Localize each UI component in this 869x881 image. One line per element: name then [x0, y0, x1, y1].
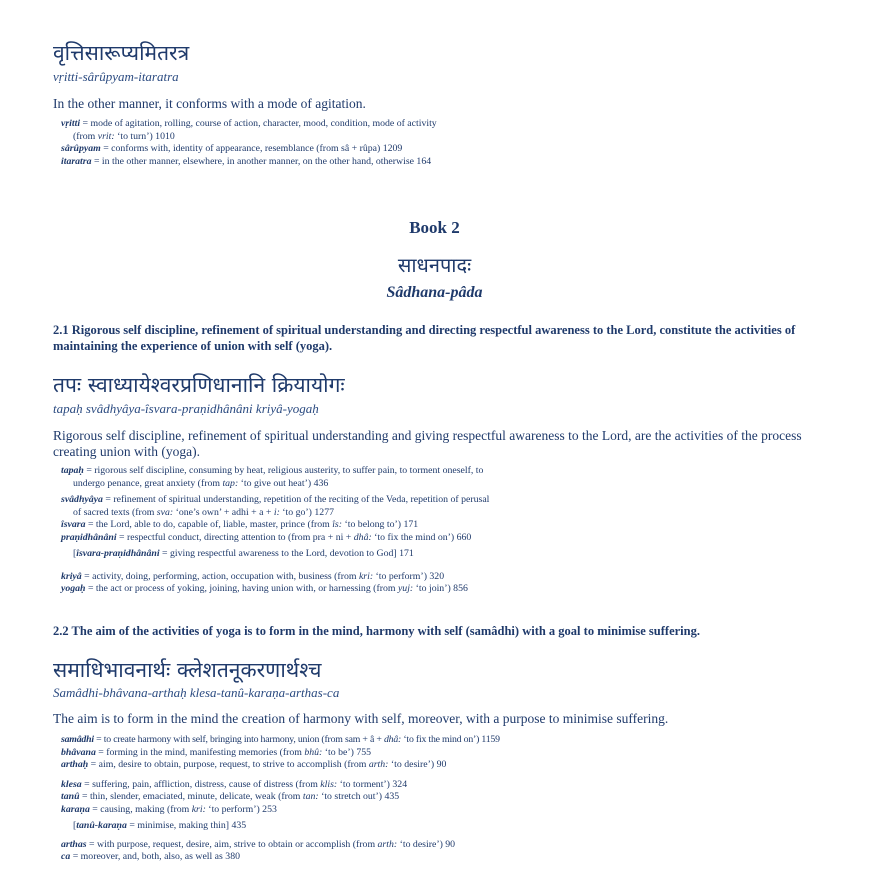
definition-line: kriyâ = activity, doing, performing, action, occupation with, business (from kri: ‘to perform’) 320 [61, 570, 445, 582]
definition-line: arthas = with purpose, request, desire, aim, strive to obtain or accomplish (from arth: ‘to desire’) 90 [61, 838, 456, 850]
definition-line: ca = moreover, and, both, also, as well as 380 [61, 851, 240, 862]
definitions [61, 465, 821, 596]
sanskrit-verse: समाधिभावनार्थः क्लेशतनूकरणार्थश्च [53, 658, 322, 682]
definition-line: îsvara = the Lord, able to do, capable of, liable, master, prince (from îs: ‘to belong to’) 171 [61, 519, 419, 530]
definition-line: svâdhyâya = refinement of spiritual understanding, repetition of the reciting of the Veda, repetition of perusal [61, 494, 490, 505]
translation: The aim is to form in the mind the creation of harmony with self, moreover, with a purpose to minimise suffering. [53, 711, 669, 726]
definition-line: itaratra = in the other manner, elsewhere, in another manner, on the other hand, otherwise 164 [61, 155, 432, 167]
transliteration: tapaḥ svâdhyâya-îsvara-praṇidhânâni kriyâ-yogaḥ [53, 401, 319, 416]
definition-line: arthaḥ = aim, desire to obtain, purpose, request, to strive to accomplish (from arth: ‘to desire’) 90 [61, 759, 447, 770]
definitions [61, 734, 821, 864]
definition-line: bhâvana = forming in the mind, manifesting memories (from bhû: ‘to be’) 755 [61, 746, 372, 758]
definition-line: sârûpyam = conforms with, identity of appearance, resemblance (from sâ + rûpa) 1209 [61, 143, 403, 154]
book-title: Book 2 [409, 218, 460, 237]
definition-line: of sacred texts (from sva: ‘one’s own’ + adhi + a + i: ‘to go’) 1277 [73, 506, 334, 518]
book-subtitle: Sâdhana-pâda [386, 284, 483, 301]
definition-line: karaṇa = causing, making (from kri: ‘to perform’) 253 [61, 803, 277, 815]
definition-line: klesa = suffering, pain, affliction, distress, cause of distress (from klis: ‘to torment’) 324 [61, 778, 408, 790]
definition-line: yogaḥ = the act or process of yoking, joining, having union with, or harnessing (from yuj: ‘to join’) 856 [61, 583, 468, 594]
definition-line: tapaḥ = rigorous self discipline, consuming by heat, religious austerity, to suffer pain, to torment oneself, to [61, 465, 484, 476]
translation: Rigorous self discipline, refinement of spiritual understanding and giving respectful awareness to the Lord, are the activities of the process creating union with (yoga). [53, 428, 802, 459]
transliteration: Samâdhi-bhâvana-arthaḥ klesa-tanû-karaṇa-arthas-ca [53, 685, 340, 700]
definition-line: tanû = thin, slender, emaciated, minute, delicate, weak (from tan: ‘to stretch out’) 435 [61, 791, 400, 802]
definition-line: [îsvara-praṇidhânâni = giving respectful awareness to the Lord, devotion to God] 171 [73, 548, 414, 559]
book-sanskrit-title: साधनपादः [397, 253, 472, 277]
sanskrit-verse: वृत्तिसारूप्यमितरत्र [53, 41, 190, 65]
definitions [61, 118, 821, 168]
definition-line: praṇidhânâni = respectful conduct, directing attention to (from pra + ni + dhâ: ‘to fix the mind on’) 660 [61, 531, 472, 543]
sutra-heading: 2.1 Rigorous self discipline, refinement of spiritual understanding and directing respectful awareness to the Lord, constitute the activities of maintaining the experience of union with self (yoga). [53, 323, 796, 353]
definition-line: [tanû-karaṇa = minimise, making thin] 435 [73, 820, 247, 831]
definition-line: undergo penance, great anxiety (from tap: ‘to give out heat’) 436 [73, 477, 329, 489]
transliteration: vṛitti-sârûpyam-itaratra [53, 69, 179, 84]
definition-line: (from vrit: ‘to turn’) 1010 [73, 130, 175, 142]
sutra-heading: 2.2 The aim of the activities of yoga is to form in the mind, harmony with self (samâdhi) with a goal to minimise suffering. [53, 624, 700, 638]
translation: In the other manner, it conforms with a mode of agitation. [53, 96, 366, 111]
definition-line: vṛitti = mode of agitation, rolling, course of action, character, mood, condition, mode of activity [61, 118, 437, 129]
definition-line: samâdhi = to create harmony with self, bringing into harmony, union (from sam + â + dhâ: ‘to fix the mind on’) 1159 [61, 734, 500, 745]
sanskrit-verse: तपः स्वाध्यायेश्वरप्रणिधानानि क्रियायोगः [53, 373, 345, 397]
